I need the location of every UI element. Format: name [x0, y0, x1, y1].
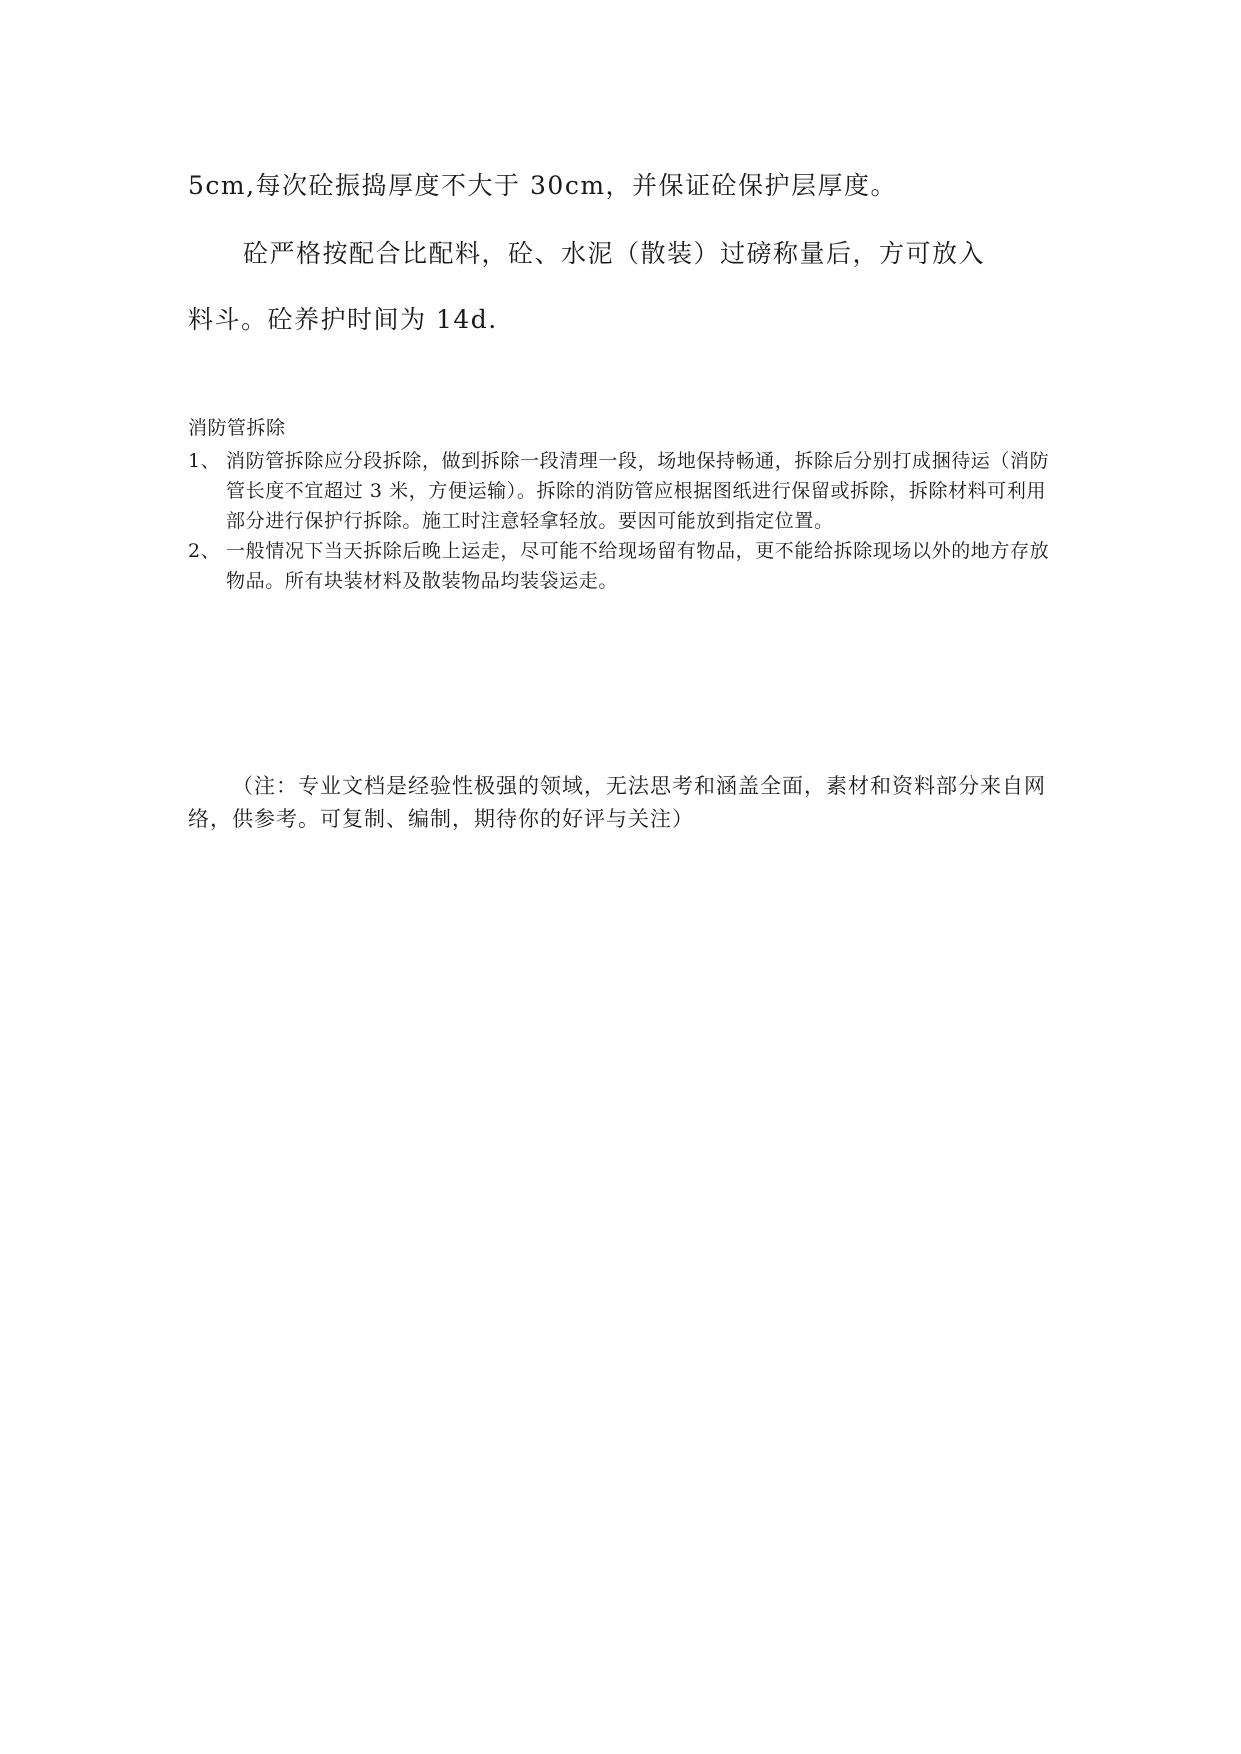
- section-heading: 消防管拆除: [188, 417, 286, 439]
- list-item: [188, 536, 1058, 596]
- numbered-list: [188, 446, 1058, 596]
- note-paragraph: （注：专业文档是经验性极强的领域，无法思考和涵盖全面，素材和资料部分来自网络，供参考。可复制、编制，期待你的好评与关注）: [188, 774, 1046, 831]
- paragraph-line-1: 5cm,每次砼振捣厚度不大于 30cm，并保证砼保护层厚度。: [188, 171, 898, 200]
- paragraph-line-3: 料斗。砼养护时间为 14d.: [188, 305, 498, 334]
- paragraph-line-2: 砼严格按配合比配料，砼、水泥（散装）过磅称量后，方可放入: [243, 239, 986, 268]
- list-item-text: 消防管拆除应分段拆除，做到拆除一段清理一段，场地保持畅通，拆除后分别打成捆待运（消防管长度不宜超过 3 米，方便运输）。拆除的消防管应根据图纸进行保留或拆除，拆除材料可利用部分进行保护行拆除。施工时注意轻拿轻放。要因可能放到指定位置。: [226, 450, 1050, 532]
- list-item: [188, 446, 1058, 536]
- list-item-number: 2、: [188, 540, 221, 562]
- list-item-text: 一般情况下当天拆除后晚上运走，尽可能不给现场留有物品，更不能给拆除现场以外的地方存放物品。所有块装材料及散装物品均装袋运走。: [226, 540, 1050, 592]
- list-item-number: 1、: [188, 450, 221, 472]
